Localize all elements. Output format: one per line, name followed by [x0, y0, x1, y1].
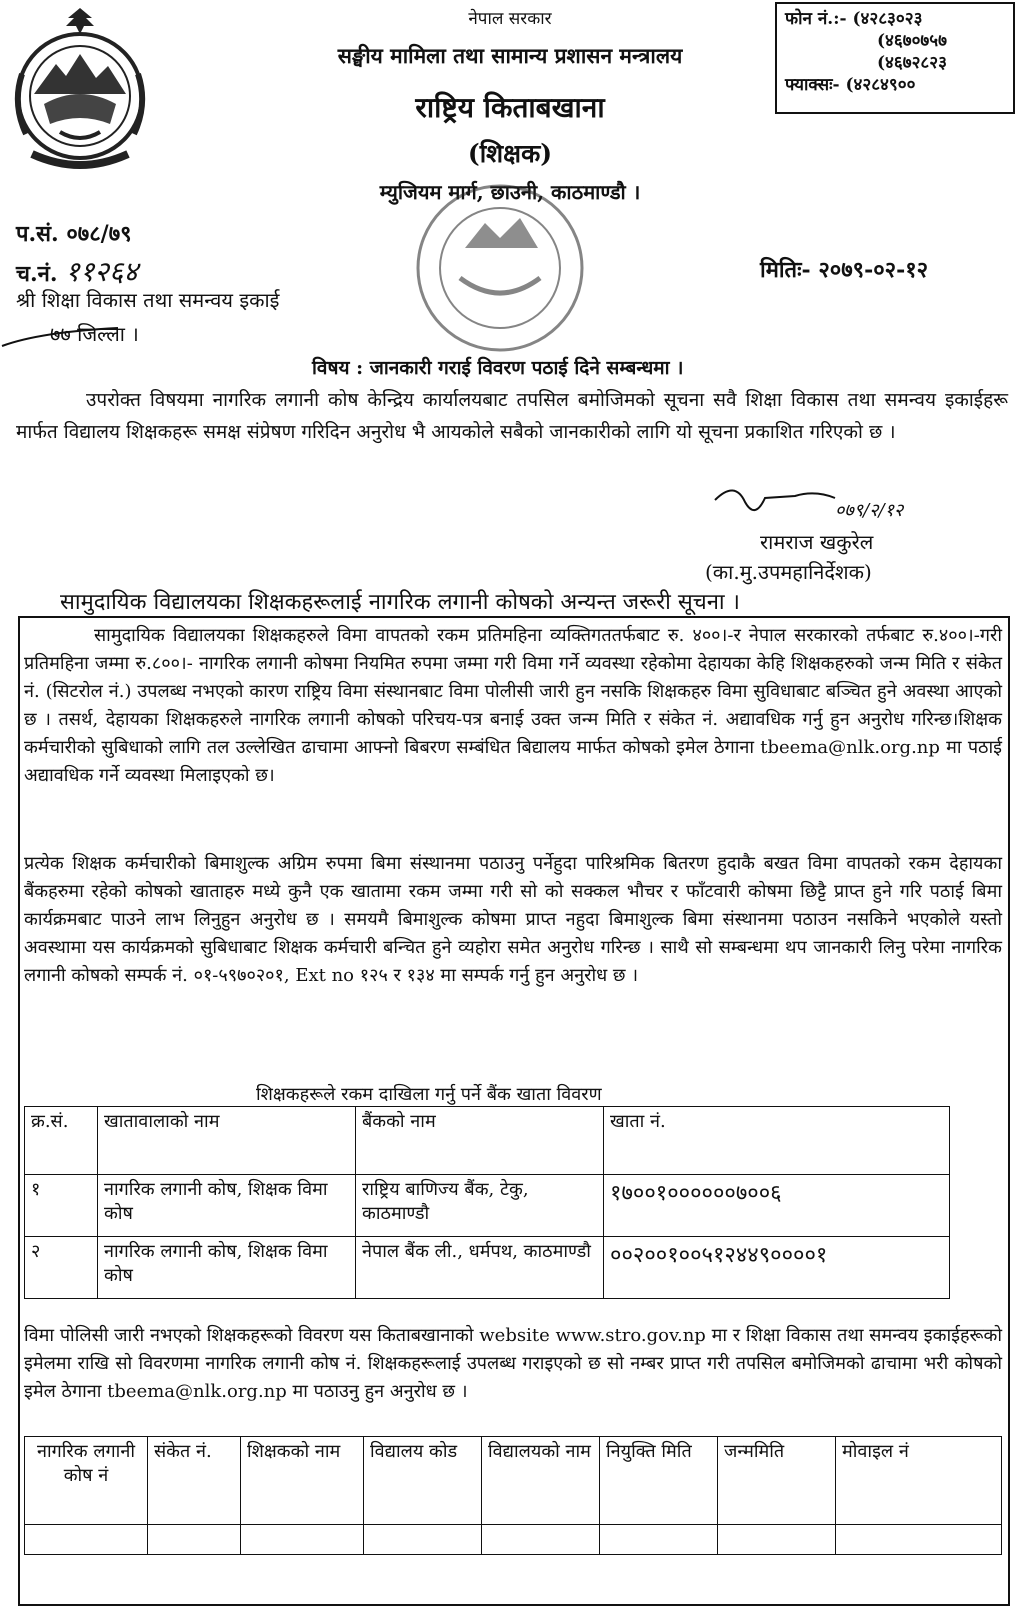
letter-subject: विषय : जानकारी गराई विवरण पठाई दिने सम्बन्धमा ।: [312, 357, 684, 379]
table-cell: १७००१००००००७००६: [604, 1175, 950, 1237]
table-header-cell: संकेत नं.: [148, 1437, 241, 1525]
govt-name: नेपाल सरकार: [468, 9, 552, 29]
table-cell: [148, 1525, 241, 1555]
table-cell: नेपाल बैंक ली., धर्मपथ, काठमाण्डौ: [356, 1237, 604, 1299]
phone-number: (४६७०७५७: [877, 31, 947, 51]
office-address: म्युजियम मार्ग, छाउनी, काठमाण्डौ ।: [379, 180, 641, 204]
office-subtitle: (शिक्षक): [467, 139, 553, 168]
table-cell: [241, 1525, 364, 1555]
table-header-cell: नियुक्ति मिति: [600, 1437, 718, 1525]
signer-title: (का.मु.उपमहानिर्देशक): [705, 560, 872, 584]
table-row: [25, 1175, 950, 1237]
table-header-row: [25, 1107, 950, 1175]
table-cell: [364, 1525, 482, 1555]
table-cell: [482, 1525, 600, 1555]
phone-number: (४६७२८२३: [877, 53, 947, 73]
letter-body: उपरोक्त विषयमा नागरिक लगानी कोष केन्द्रिय कार्यालयबाट तपसिल बमोजिमको सूचना सवै शिक्षा विकास तथा समन्वय इकाईहरू मार्फत विद्यालय शिक्षकहरू समक्ष संप्रेषण गरिदिन अनुरोध भै आयकोले सबैको जानकारीको लागि यो सूचना प्रकाशित गरिएको छ ।: [16, 389, 1008, 443]
table-cell: [600, 1525, 718, 1555]
ps-number: प.सं. ०७८/७९: [16, 221, 132, 247]
bank-account-table: [24, 1106, 950, 1299]
table-header-cell: मोवाइल नं: [836, 1437, 1002, 1525]
table-cell: [25, 1525, 148, 1555]
office-stamp-icon: [410, 178, 590, 358]
table-header-cell: शिक्षकको नाम: [241, 1437, 364, 1525]
notice-paragraph-2: प्रत्येक शिक्षक कर्मचारीको बिमाशुल्क अग्रिम रुपमा बिमा संस्थानमा पठाउनु पर्नेहुदा पारिश्रमिक बितरण हुदाकै बखत विमा वापतको रकम देहायका बैंकहरुमा रहेको कोषको खाताहरु मध्ये कुनै एक खातामा रकम जम्मा गरी सो को सक्कल भौचर र फाँटवारी कोषमा छिट्टै प्राप्त हुने गरि पठाई बिमा कार्यक्रमबाट पाउने लाभ लिनुहुन अनुरोध छ । समयमै बिमाशुल्क कोषमा प्राप्त नहुदा बिमाशुल्क बिमा संस्थानमा पठाउन नसकिने भएकोले यस्तो अवस्थामा यस कार्यक्रमको सुबिधाबाट शिक्षक कर्मचारी बन्चित हुने व्यहोरा समेत अनुरोध गरिन्छ । साथै सो सम्बन्धमा थप जानकारी लिनु परेमा नागरिक लगानी कोषको सम्पर्क नं. ०१-५९७०२०१, Ext no १२५ र १३४ मा सम्पर्क गर्नु हुन अनुरोध छ ।: [24, 853, 1002, 986]
phone-label: फोन नं.:-: [785, 9, 847, 29]
table-row: [25, 1525, 1002, 1555]
fax-number: (४२८४९००: [845, 75, 916, 95]
table-cell: राष्ट्रिय बाणिज्य बैंक, टेकु, काठमाण्डौ: [356, 1175, 604, 1237]
notice-paragraph-3: विमा पोलिसी जारी नभएको शिक्षकहरूको विवरण यस किताबखानाको website www.stro.gov.np मा र शिक्षा विकास तथा समन्वय इकाईहरूको इमेलमा राखि सो विवरणमा नागरिक लगानी कोष नं. शिक्षकहरूलाई उपलब्ध गराइएको छ सो नम्बर प्राप्त गरी तपसिल बमोजिमको ढाचामा भरी कोषको इमेल ठेगाना tbeema@nlk.org.np मा पठाउनु हुन अनुरोध छ ।: [24, 1325, 1002, 1402]
nepal-government-emblem-icon: [4, 4, 156, 174]
table-header-cell: खाता नं.: [604, 1107, 950, 1175]
notice-title: सामुदायिक विद्यालयका शिक्षकहरूलाई नागरिक लगानी कोषको अन्यन्त जरूरी सूचना ।: [60, 590, 740, 615]
signer-name: रामराज खकुरेल: [760, 530, 874, 554]
cn-label: च.नं.: [16, 261, 58, 287]
recipient-line-1: श्री शिक्षा विकास तथा समन्वय इकाई: [16, 288, 280, 312]
pen-stroke-icon: [0, 320, 120, 350]
table-cell: २: [25, 1237, 98, 1299]
ministry-name: सङ्घीय मामिला तथा सामान्य प्रशासन मन्त्रालय: [337, 43, 683, 68]
table-header-cell: जन्ममिति: [718, 1437, 836, 1525]
table-cell: १: [25, 1175, 98, 1237]
bank-table-title: शिक्षकहरूले रकम दाखिला गर्नु पर्ने बैंक खाता विवरण: [256, 1084, 602, 1105]
table-cell: नागरिक लगानी कोष, शिक्षक विमा कोष: [98, 1175, 356, 1237]
signature-date: ०७९/२/१२: [835, 500, 904, 521]
table-cell: [718, 1525, 836, 1555]
table-header-cell: विद्यालय कोड: [364, 1437, 482, 1525]
office-name: राष्ट्रिय किताबखाना: [415, 91, 605, 124]
cn-handwritten: ११२६४: [65, 255, 138, 288]
notice-paragraph-1: सामुदायिक विद्यालयका शिक्षकहरुले विमा वापतको रकम प्रतिमहिना व्यक्तिगततर्फबाट रु. ४००।-र नेपाल सरकारको तर्फबाट रु.४००।-गरी प्रतिमहिना जम्मा रु.८००।- नागरिक लगानी कोषमा नियमित रुपमा जम्मा गरी विमा गर्ने व्यवस्था रहेकोमा देहायका केहि शिक्षकहरुको जन्म मिति र संकेत नं. (सिटरोल नं.) उपलब्ध नभएको कारण राष्ट्रिय विमा संस्थानबाट विमा पोलीसी जारी हुन नसकि शिक्षकहरु विमा सुविधाबाट बञ्चित हुने अवस्था आएको छ । तसर्थ, देहायका शिक्षकहरुले नागरिक लगानी कोषको परिचय-पत्र बनाई उक्त जन्म मिति र संकेत नं. अद्यावधिक गर्नु हुन अनुरोध गरिन्छ।शिक्षक कर्मचारीको सुबिधाको लागि तल उल्लेखित ढाचामा आफ्नो बिबरण सम्बंधित बिद्यालय मार्फत कोषको इमेल ठेगाना tbeema@nlk.org.np मा पठाई अद्यावधिक गर्ने व्यवस्था मिलाइएको छ।: [24, 625, 1002, 786]
phone-number: (४२८३०२३: [852, 9, 923, 29]
table-cell: ००२००१००५१२४४९००००१: [604, 1237, 950, 1299]
table-header-cell: खातावालाको नाम: [98, 1107, 356, 1175]
recipient-line-2: ७७ जिल्ला ।: [50, 322, 139, 346]
table-header-cell: विद्यालयको नाम: [482, 1437, 600, 1525]
table-row: [25, 1237, 950, 1299]
letter-date: मितिः- २०७९-०२-१२: [760, 257, 929, 283]
table-header-cell: नागरिक लगानी कोष नं: [25, 1437, 148, 1525]
fax-label: फ्याक्सः-: [785, 75, 840, 95]
table-cell: [836, 1525, 1002, 1555]
table-header-cell: क्र.सं.: [25, 1107, 98, 1175]
table-cell: नागरिक लगानी कोष, शिक्षक विमा कोष: [98, 1237, 356, 1299]
table-header-row: [25, 1437, 1002, 1525]
contact-box: [775, 2, 1015, 114]
table-header-cell: बैंकको नाम: [356, 1107, 604, 1175]
teacher-details-form-table: [24, 1436, 1002, 1555]
